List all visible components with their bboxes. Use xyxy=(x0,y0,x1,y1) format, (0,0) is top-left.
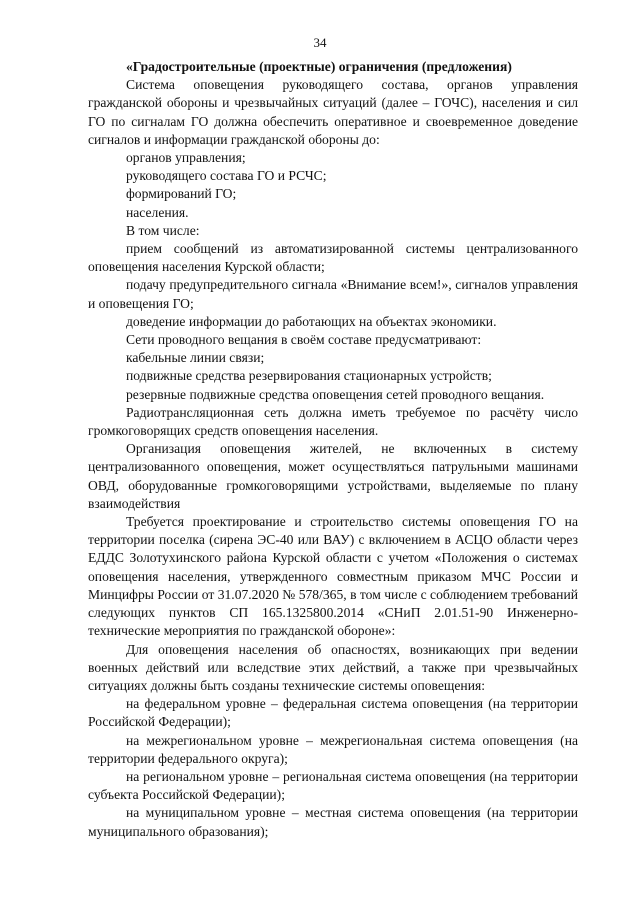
paragraph: подвижные средства резервирования стационарных устройств; xyxy=(126,368,492,384)
list-item: населения. xyxy=(126,204,189,220)
list-item: формирований ГО; xyxy=(126,186,237,202)
paragraph: Система оповещения руководящего состава, органов управления гражданской обороны и чрезвычайных ситуаций (далее – ГОЧС), населения и сил ГО по сигналам ГО должна обеспечить оперативное и своевременное доведение сигналов и информации гражданской обороны до: xyxy=(88,77,578,147)
paragraph: Радиотрансляционная сеть должна иметь требуемое по расчёту число громкоговорящих средств оповещения населения. xyxy=(88,404,578,439)
paragraph: доведение информации до работающих на объектах экономики. xyxy=(126,313,497,329)
list-item: руководящего состава ГО и РСЧС; xyxy=(126,168,327,184)
list-item: кабельные линии связи; xyxy=(126,350,265,366)
paragraph: Сети проводного вещания в своём составе предусматривают: xyxy=(126,332,482,348)
paragraph: на федеральном уровне – федеральная система оповещения (на территории Российской Федерации); xyxy=(88,696,578,730)
paragraph: прием сообщений из автоматизированной системы централизованного оповещения населения Курской области; xyxy=(88,241,578,275)
paragraph: Для оповещения населения об опасностях, возникающих при ведении военных действий или вследствие этих действий, а также при чрезвычайных ситуациях должны быть созданы технические системы оповещения: xyxy=(88,641,578,693)
paragraph: Требуется проектирование и строительство системы оповещения ГО на территории поселка (сирена ЭС-40 или ВАУ) с включением в АСЦО области через ЕДДС Золотухинского района Курской области с учетом «Положения о системах оповещения населения, утвержденного совместным приказом МЧС России и Минцифры России от 31.07.2020 № 578/365, в том числе с соблюдением требований следующих пунктов СП 165.1325800.2014 «СНиП 2.01.51-90 Инженерно-технические мероприятия по гражданской обороне»: xyxy=(88,514,578,639)
paragraph: на муниципальном уровне – местная система оповещения (на территории муниципального образования); xyxy=(88,805,578,839)
section-heading: «Градостроительные (проектные) ограничения (предложения) xyxy=(126,59,512,74)
document-body xyxy=(88,58,578,841)
paragraph: Организация оповещения жителей, не включенных в систему централизованного оповещения, может осуществляться патрульными машинами ОВД, оборудованные громкоговорящими устройствами, выделяемые по плану взаимодействия xyxy=(88,441,578,511)
paragraph: подачу предупредительного сигнала «Внимание всем!», сигналов управления и оповещения ГО; xyxy=(88,277,578,311)
list-item: В том числе: xyxy=(126,222,200,238)
list-item: органов управления; xyxy=(126,150,246,166)
paragraph: резервные подвижные средства оповещения сетей проводного вещания. xyxy=(126,386,545,402)
paragraph: на региональном уровне – региональная система оповещения (на территории субъекта Российской Федерации); xyxy=(88,768,578,803)
page-number: 34 xyxy=(313,35,327,50)
paragraph: на межрегиональном уровне – межрегиональная система оповещения (на территории федерального округа); xyxy=(88,732,578,766)
